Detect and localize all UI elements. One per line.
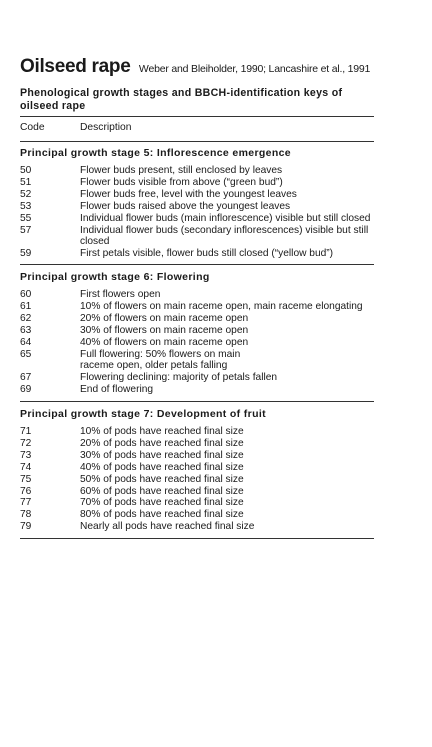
table-row — [20, 289, 374, 301]
code-cell: 76 — [20, 485, 32, 497]
table-row — [20, 177, 374, 189]
code-cell: 55 — [20, 212, 32, 224]
title-line — [20, 56, 370, 78]
code-cell: 75 — [20, 473, 32, 485]
code-cell: 72 — [20, 437, 32, 449]
code-cell: 50 — [20, 165, 32, 176]
table-row — [20, 201, 374, 213]
table-row — [20, 325, 374, 337]
description-cell: 50% of pods have reached final size — [80, 473, 244, 485]
table-row — [20, 213, 374, 225]
description-cell: Flower buds present, still enclosed by leaves — [80, 165, 283, 176]
code-cell: 77 — [20, 497, 32, 509]
table-row — [20, 497, 374, 509]
table-row — [20, 521, 374, 533]
table-row — [20, 248, 374, 260]
page-title: Oilseed rape — [20, 56, 131, 77]
code-cell: 51 — [20, 176, 32, 188]
section-title: Principal growth stage 6: Flowering — [20, 271, 210, 283]
code-cell: 59 — [20, 248, 32, 260]
table-row — [20, 462, 374, 474]
table-row — [20, 486, 374, 498]
stage-7-rows — [20, 426, 374, 533]
description-cell: First petals visible, flower buds still closed (“yellow bud”) — [80, 248, 334, 260]
header-description: Description — [80, 122, 132, 133]
table-row — [20, 474, 374, 486]
description-cell: 20% of flowers on main raceme open — [80, 312, 249, 324]
table-row — [20, 301, 374, 313]
description-cell: 80% of pods have reached final size — [80, 509, 244, 521]
section-title: Principal growth stage 7: Development of fruit — [20, 408, 266, 420]
code-cell: 53 — [20, 200, 32, 212]
table-row — [20, 384, 374, 396]
description-cell: 20% of pods have reached final size — [80, 437, 244, 449]
description-cell: Flower buds free, level with the youngest leaves — [80, 188, 297, 200]
top-rule — [20, 116, 374, 117]
section-stage-7 — [20, 408, 374, 533]
description-cell: 60% of pods have reached final size — [80, 485, 244, 497]
code-cell: 64 — [20, 336, 32, 348]
code-cell: 67 — [20, 372, 32, 384]
table-row — [20, 509, 374, 521]
section-rule — [20, 264, 374, 265]
table-row — [20, 349, 374, 373]
description-cell: Individual flower buds (main inflorescence) visible but still closed — [80, 212, 371, 224]
code-cell: 79 — [20, 521, 32, 533]
code-cell: 60 — [20, 289, 32, 300]
section-stage-5 — [20, 147, 374, 260]
description-cell: 40% of pods have reached final size — [80, 461, 244, 473]
description-cell: 10% of flowers on main raceme open, main raceme elongating — [80, 300, 363, 312]
table-row — [20, 438, 374, 450]
table-row — [20, 189, 374, 201]
code-cell: 73 — [20, 449, 32, 461]
code-cell: 63 — [20, 324, 32, 336]
table-subtitle: Phenological growth stages and BBCH-identification keys of oilseed rape — [20, 87, 343, 112]
header-rule — [20, 141, 374, 142]
header-code: Code — [20, 122, 45, 133]
description-cell: 40% of flowers on main raceme open — [80, 336, 249, 348]
description-cell: 10% of pods have reached final size — [80, 426, 244, 437]
references: Weber and Bleiholder, 1990; Lancashire et al., 1991 — [138, 63, 371, 75]
description-cell: First flowers open — [80, 289, 161, 300]
code-cell: 61 — [20, 300, 32, 312]
code-cell: 52 — [20, 188, 32, 200]
description-cell: Flowering declining: majority of petals fallen — [80, 372, 278, 384]
table-header — [20, 122, 132, 133]
code-cell: 57 — [20, 224, 32, 236]
bottom-rule — [20, 538, 374, 539]
stage-5-rows — [20, 165, 374, 260]
code-cell: 62 — [20, 312, 32, 324]
table-row — [20, 450, 374, 462]
table-row — [20, 225, 374, 249]
code-cell: 78 — [20, 509, 32, 521]
code-cell: 65 — [20, 348, 32, 360]
description-cell: Individual flower buds (secondary inflorescences) visible but still closed — [80, 224, 369, 248]
description-cell: 30% of pods have reached final size — [80, 449, 244, 461]
section-title: Principal growth stage 5: Inflorescence emergence — [20, 147, 291, 159]
description-cell: End of flowering — [80, 384, 154, 396]
description-cell: 70% of pods have reached final size — [80, 497, 244, 509]
description-cell: Full flowering: 50% flowers on main raceme open, older petals falling — [80, 348, 241, 372]
table-row — [20, 426, 374, 438]
description-cell: 30% of flowers on main raceme open — [80, 324, 249, 336]
stage-6-rows — [20, 289, 374, 396]
table-row — [20, 337, 374, 349]
table-row — [20, 372, 374, 384]
code-cell: 74 — [20, 461, 32, 473]
description-cell: Flower buds raised above the youngest leaves — [80, 200, 291, 212]
description-cell: Flower buds visible from above (“green bud”) — [80, 176, 283, 188]
section-stage-6 — [20, 271, 374, 396]
code-cell: 71 — [20, 426, 32, 437]
table-row — [20, 313, 374, 325]
description-cell: Nearly all pods have reached final size — [80, 521, 255, 533]
section-rule — [20, 401, 374, 402]
table-row — [20, 165, 374, 177]
code-cell: 69 — [20, 384, 32, 396]
